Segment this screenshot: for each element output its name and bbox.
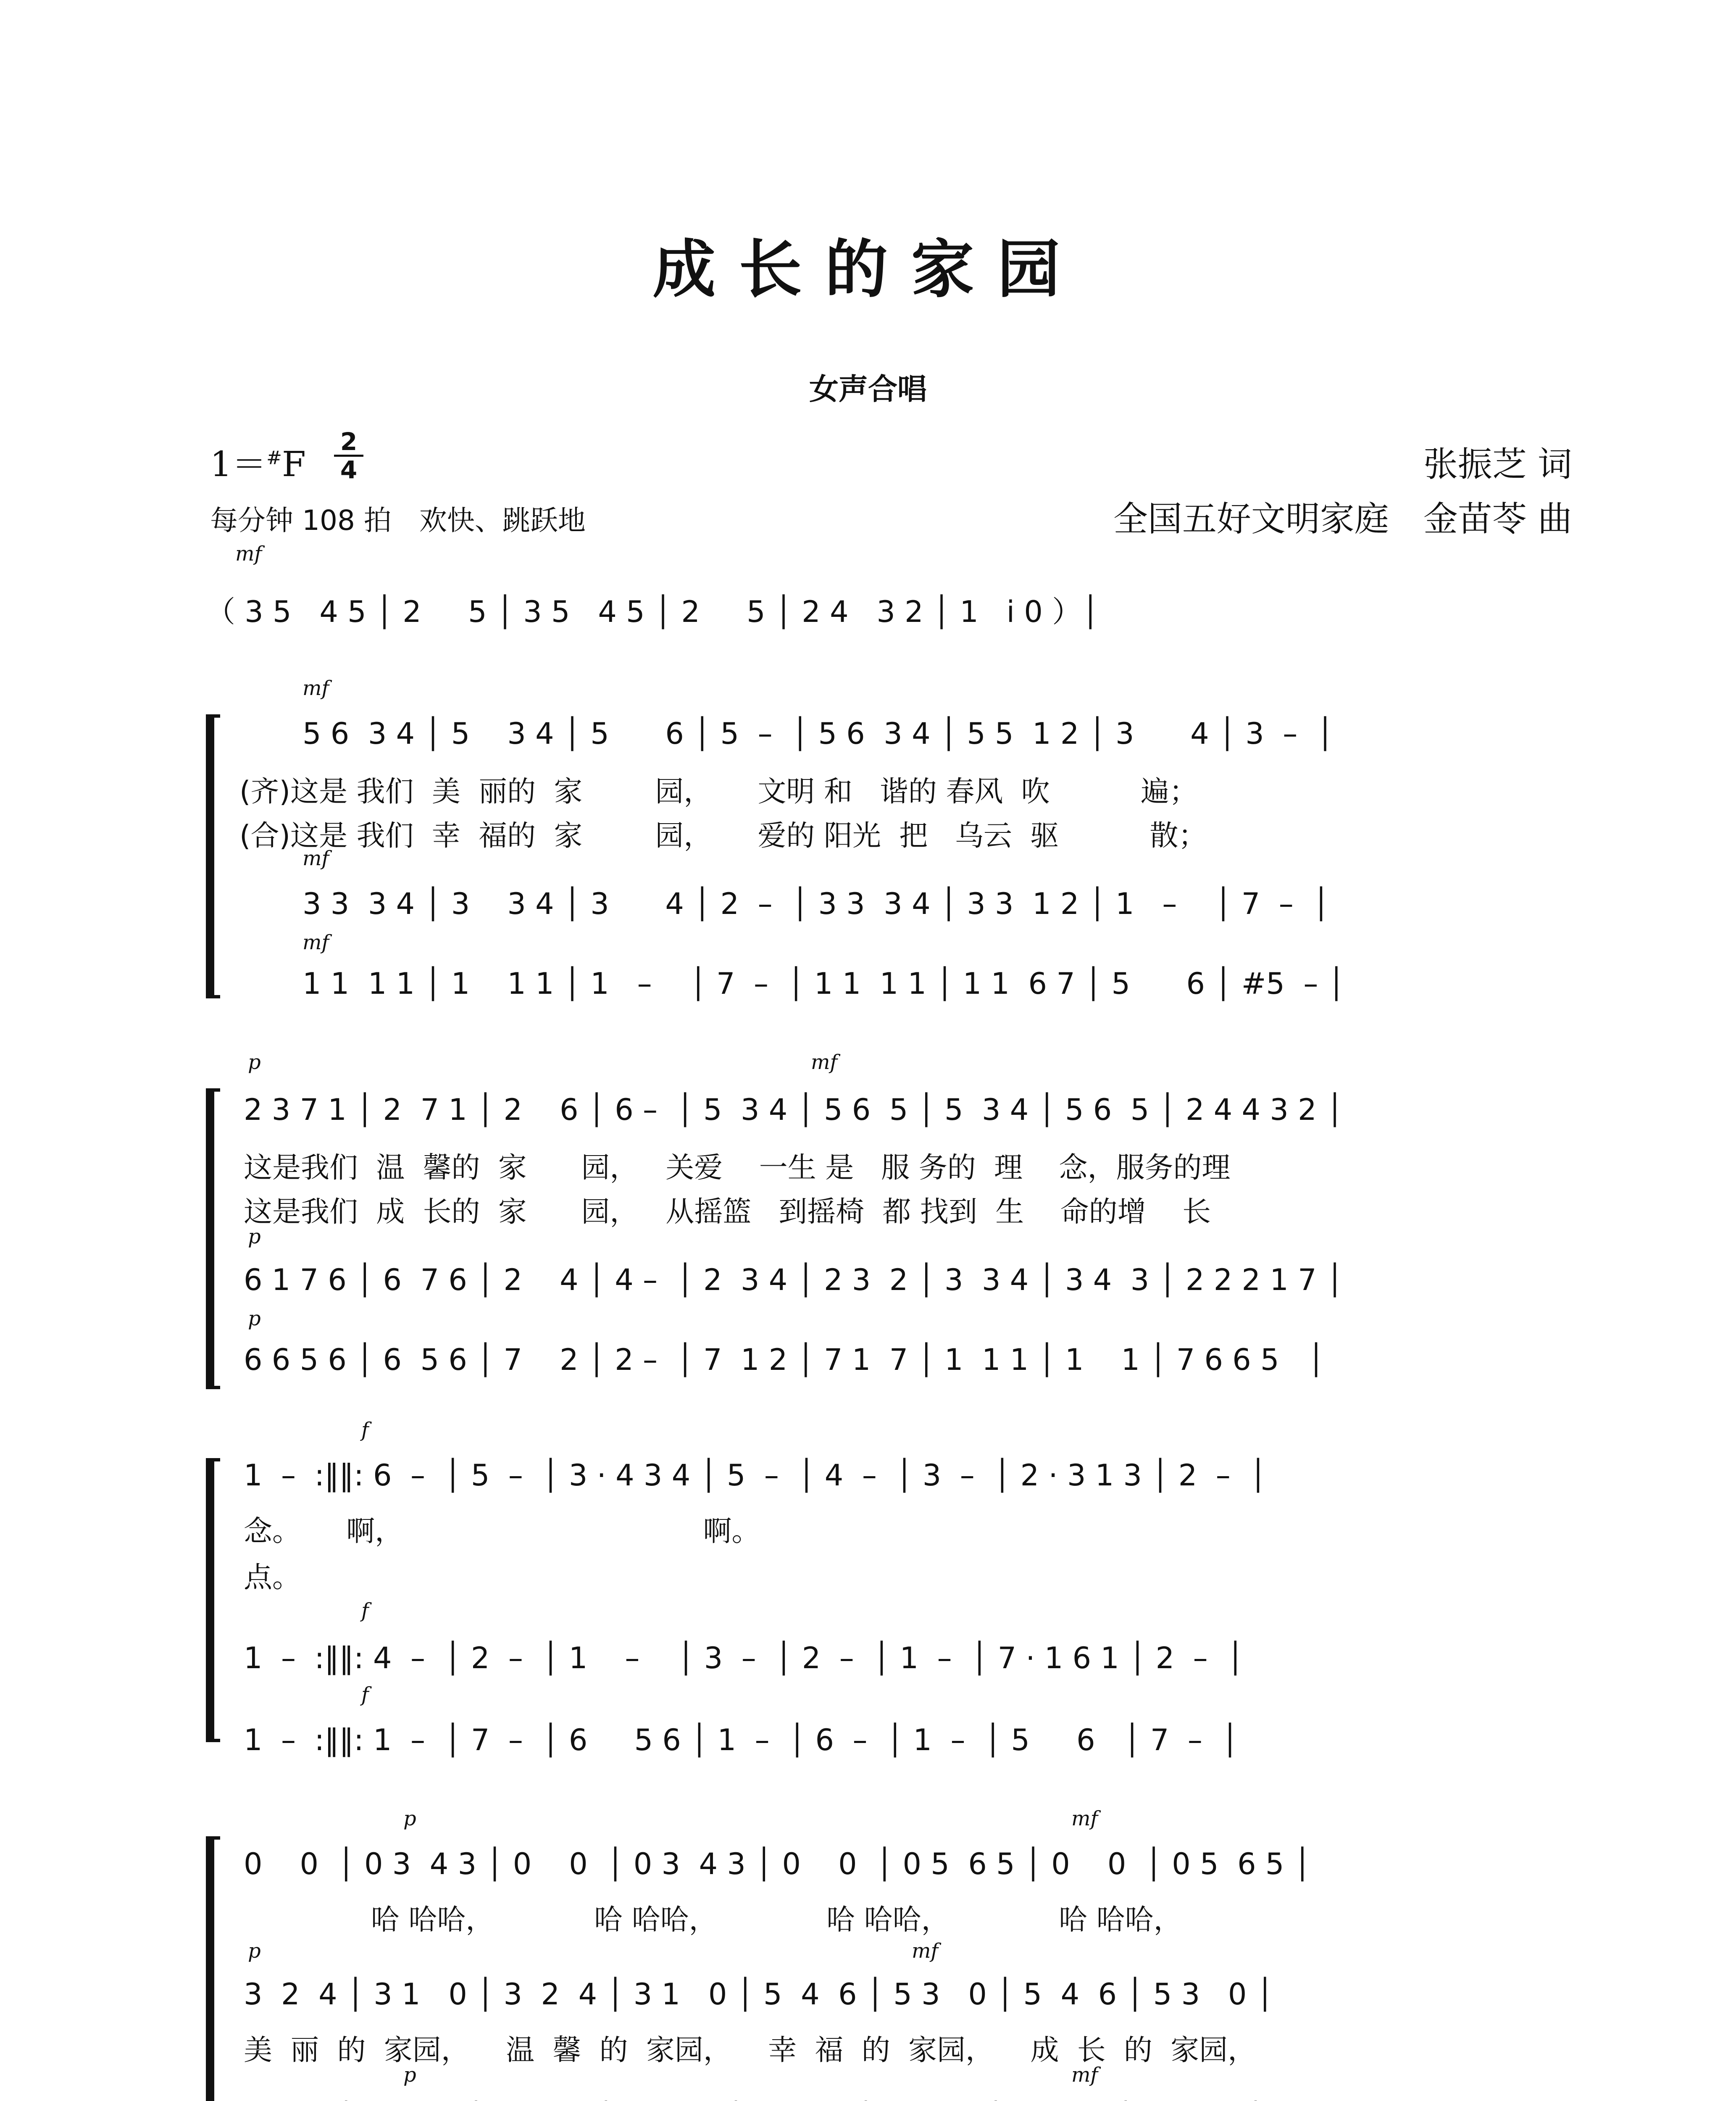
voice-2-notes: 3 3 3 4 │ 3 3 4 │ 3 4 │ 2 – │ 3 3 3 4 │ 3 3 1 2 │ 1 – │ 7 – │ xyxy=(302,887,1330,921)
dynamic-mark: f xyxy=(361,1418,369,1442)
composer: 全国五好文明家庭 金苗苓 曲 xyxy=(1113,499,1572,539)
voice-3-notes: 1 1 1 1 │ 1 1 1 │ 1 – │ 7 – │ 1 1 1 1 │ 1 1 6 7 │ 5 6 │ #5 – │ xyxy=(302,966,1345,1001)
dynamic-mark: mf xyxy=(912,1939,939,1963)
dynamic-mark: p xyxy=(248,1307,261,1330)
lyrics-verse-1: 念。 啊， 啊。 xyxy=(244,1515,760,1548)
dynamic-mark: mf xyxy=(302,677,329,700)
time-signature: 2 4 xyxy=(334,429,363,483)
voice-2-notes: 3 2 4 │ 3 1 0 │ 3 2 4 │ 3 1 0 │ 5 4 6 │ 5 3 0 │ 5 4 6 │ 5 3 0 │ xyxy=(244,1977,1274,2011)
voice-3-notes: 1 – :‖‖: 1 – │ 7 – │ 6 5 6 │ 1 – │ 6 – │ 1 – │ 5 6 │ 7 – │ xyxy=(244,1723,1239,1757)
voice-2-notes: 1 – :‖‖: 4 – │ 2 – │ 1 – │ 3 – │ 2 – │ 1 – │ 7 · 1 6 1 │ 2 – │ xyxy=(244,1641,1244,1675)
dynamic-mark: p xyxy=(248,1939,261,1963)
dynamic-mark: f xyxy=(361,1599,369,1622)
dynamic-mark: mf xyxy=(1071,1807,1098,1830)
system-bracket xyxy=(206,714,220,998)
lyricist: 张振芝 词 xyxy=(1423,445,1572,484)
lyrics-verse-2: 点。 xyxy=(244,1561,301,1594)
lyrics-verse-2: (合)这是 我们 幸 福的 家 园， 爱的 阳光 把 乌云 驱 散； xyxy=(239,819,1207,853)
dynamic-mark: p xyxy=(248,1050,261,1074)
subtitle: 女声合唱 xyxy=(809,372,927,406)
dynamic-mark: mf xyxy=(811,1050,838,1074)
lyrics-voice-1: 哈 哈哈， 哈 哈哈， 哈 哈哈， 哈 哈哈， xyxy=(244,1904,1182,1937)
dynamic-mark: p xyxy=(403,1807,416,1830)
dynamic-mark: mf xyxy=(302,847,329,870)
dynamic-mark: p xyxy=(248,1225,261,1248)
voice-1-notes: 0 0 │ 0 3 4 3 │ 0 0 │ 0 3 4 3 │ 0 0 │ 0 5 6 5 │ 0 0 │ 0 5 6 5 │ xyxy=(244,1847,1311,1881)
dynamic-mark: mf xyxy=(302,931,329,954)
voice-1-notes: 2 3 7 1 │ 2 7 1 │ 2 6 │ 6 – │ 5 3 4 │ 5 6 5 │ 5 3 4 │ 5 6 5 │ 2 4 4 3 2 │ xyxy=(244,1093,1344,1127)
page-title: 成长的家园 xyxy=(652,232,1084,306)
system-bracket xyxy=(206,1088,220,1389)
voice-1-notes: 1 – :‖‖: 6 – │ 5 – │ 3 · 4 3 4 │ 5 – │ 4 – │ 3 – │ 2 · 3 1 3 │ 2 – │ xyxy=(244,1458,1267,1493)
lyrics-verse-1: 这是我们 温 馨的 家 园， 关爱 一生 是 服 务的 理 念，服务的理 xyxy=(244,1151,1231,1185)
intro-notes: （ 3 5 4 5 │ 2 5 │ 3 5 4 5 │ 2 5 │ 2 4 3 2 │ 1 i 0 ）│ xyxy=(206,595,1099,629)
dynamic-mark: mf xyxy=(1071,2063,1098,2087)
dynamic-mark: f xyxy=(361,1683,369,1706)
dynamic-mark: mf xyxy=(235,542,262,566)
lyrics-verse-2: 这是我们 成 长的 家 园， 从摇篮 到摇椅 都 找到 生 命的增 长 xyxy=(244,1195,1211,1229)
lyrics-voice-2: 美 丽 的 家园， 温 馨 的 家园， 幸 福 的 家园， 成 长 的 家园， xyxy=(244,2034,1257,2067)
voice-3-notes: 6 6 5 6 │ 6 5 6 │ 7 2 │ 2 – │ 7 1 2 │ 7 1 7 │ 1 1 1 │ 1 1 │ 7 6 6 5 │ xyxy=(244,1343,1325,1377)
tempo-marking: 每分钟 108 拍 欢快、跳跃地 xyxy=(210,504,586,537)
system-bracket xyxy=(206,1458,220,1742)
key-signature: 1＝#F xyxy=(210,445,306,484)
dynamic-mark: p xyxy=(403,2063,416,2087)
lyrics-verse-1: (齐)这是 我们 美 丽的 家 园， 文明 和 谐的 春风 吹 遍； xyxy=(239,775,1198,808)
voice-1-notes: 5 6 3 4 │ 5 3 4 │ 5 6 │ 5 – │ 5 6 3 4 │ 5 5 1 2 │ 3 4 │ 3 – │ xyxy=(302,716,1334,751)
system-bracket xyxy=(206,1836,220,2101)
voice-2-notes: 6 1 7 6 │ 6 7 6 │ 2 4 │ 4 – │ 2 3 4 │ 2 3 2 │ 3 3 4 │ 3 4 3 │ 2 2 2 1 7 │ xyxy=(244,1263,1344,1297)
